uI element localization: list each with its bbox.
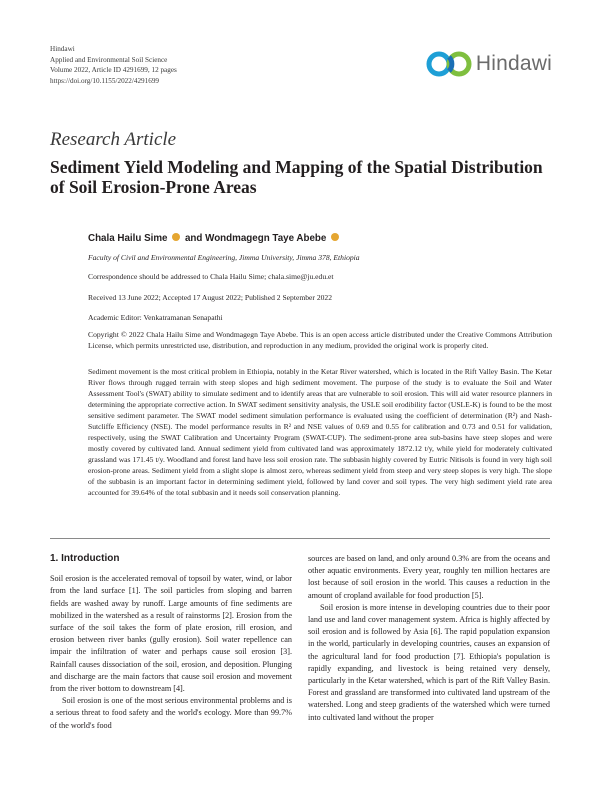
right-column xyxy=(308,553,550,724)
publication-dates: Received 13 June 2022; Accepted 17 August 2022; Published 2 September 2022 xyxy=(88,293,333,302)
author-connector: and xyxy=(184,233,203,244)
orcid-icon[interactable] xyxy=(331,233,339,241)
doi-link[interactable]: https://doi.org/10.1155/2022/4291699 xyxy=(50,76,160,85)
abstract: Sediment movement is the most critical problem in Ethiopia, notably in the Ketar River watershed, which is located in the Rift Valley Basin. The Ketar River flows through rugged terrain with steep slopes and high sediment movement. The purpose of the study is to evaluate the Soil and Water Assessment Tool's (SWAT) ability to simulate sediment and to identify areas that are vulnerable to soil erosion. This will aid water resource planners in determining the appropriate corrective action. In SWAT sediment sensitivity analysis, the USLE soil erodibility factor (USLE-K) is found to be the most sensitive sediment parameter. The SWAT model sediment simulation performance is evaluated using the coefficient of determination (R²) and Nash-Sutcliffe Efficiency (NSE). The model performance results in R² and NSE values of 0.69 and 0.55 for calibration and 0.73 and 0.51 for validation, respectively, using the SWAT Calibration and Uncertainty Program (SWAT-CUP). The sediment-prone area sub-basins have steep slopes and were mostly covered by cultivated land. Annual sediment yield from cultivated land was approximately 1872.12 t/y, while yield for moderately cultivated grassland was 171.45 t/y. Woodland and forest land have less soil erosion rate. The subbasin highly covered by Eutric Nitisols is found in very high soil erosion-prone areas. Sediment yield from a slight slope is almost zero, whereas sediment yield from steep and very steep slopes is very high. The slope of the subbasin is an important factor in determining sediment yield, followed by land cover and soil types. The very high sediment yield rate area accounted for 39.64% of the total subbasin and it needs soil conservation planning. xyxy=(88,367,552,497)
logo-text: Hindawi xyxy=(475,52,552,75)
section-heading: 1. Introduction xyxy=(50,553,120,564)
hindawi-logo-icon xyxy=(426,51,472,77)
section-divider xyxy=(50,538,550,539)
author-second[interactable]: Wondmagegn Taye Abebe xyxy=(205,233,327,244)
correspondence: Correspondence should be addressed to Chala Hailu Sime; chala.sime@ju.edu.et xyxy=(88,272,334,281)
journal-name: Applied and Environmental Soil Science xyxy=(50,55,168,64)
affiliation: Faculty of Civil and Environmental Engineering, Jimma University, Jimma 378, Ethiopia xyxy=(88,253,360,262)
journal-meta xyxy=(50,44,177,86)
volume-info: Volume 2022, Article ID 4291699, 12 pages xyxy=(50,66,177,74)
paragraph: Soil erosion is one of the most serious environmental problems and is a serious threat to food safety and the world's ecology. More than 99.7% of the world's food xyxy=(50,696,292,730)
paragraph: Soil erosion is more intense in developing countries due to their poor land use and land cover management system. Africa is highly affected by soil erosion and is followed by Asia [6]. The rapid population expansion in the world, particularly in developing countries, causes an expansion of the agricultural land for food production [7]. Ethiopia's population is rapidly expanding, and livestock is being retained very densely, particularly in the Ketar watershed, which is part of the Rift Valley Basin. Forest and grassland are transformed into cultivated land upstream of the watershed. Long and steep gradients of the watershed which were turned into cultivated land without the proper xyxy=(308,602,550,722)
left-column xyxy=(50,553,292,732)
orcid-icon[interactable] xyxy=(172,233,180,241)
article-type: Research Article xyxy=(50,129,177,150)
paragraph: sources are based on land, and only around 0.3% are from the oceans and other aquatic environments. Every year, roughly ten million hectares are lost because of soil erosion in the world. This causes a reduction in the amount of cropland available for food production [5]. xyxy=(308,554,550,600)
academic-editor: Academic Editor: Venkatramanan Senapathi xyxy=(88,313,223,322)
copyright-notice: Copyright © 2022 Chala Hailu Sime and Wondmagegn Taye Abebe. This is an open access article distributed under the Creative Commons Attribution License, which permits unrestricted use, distribution, and reproduction in any medium, provided the original work is properly cited. xyxy=(88,330,552,350)
paragraph: Soil erosion is the accelerated removal of topsoil by water, wind, or labor from the land surface [1]. The soil particles from sloping and barren fields are washed away by runoff. Large amounts of fine sediments are mobilized in the watershed as a result of rainstorms [2]. Erosion from the surface of the soil takes the form of plate erosion, rill erosion, and erosion between river banks (gully erosion). Soil water repellence can impair the infiltration of water and perhaps cause soil erosion [3]. Rainfall causes dissociation of the soil, erosion, and deposition. Plunging and discharge are the main factors that cause soil erosion and movement from the river bottom to downstream [4]. xyxy=(50,574,292,694)
authors xyxy=(88,233,552,244)
hindawi-logo[interactable] xyxy=(426,44,552,84)
author-first[interactable]: Chala Hailu Sime xyxy=(88,233,168,244)
article-title: Sediment Yield Modeling and Mapping of the Spatial Distribution of Soil Erosion-Prone Areas xyxy=(50,157,543,197)
publisher-name: Hindawi xyxy=(50,45,75,53)
